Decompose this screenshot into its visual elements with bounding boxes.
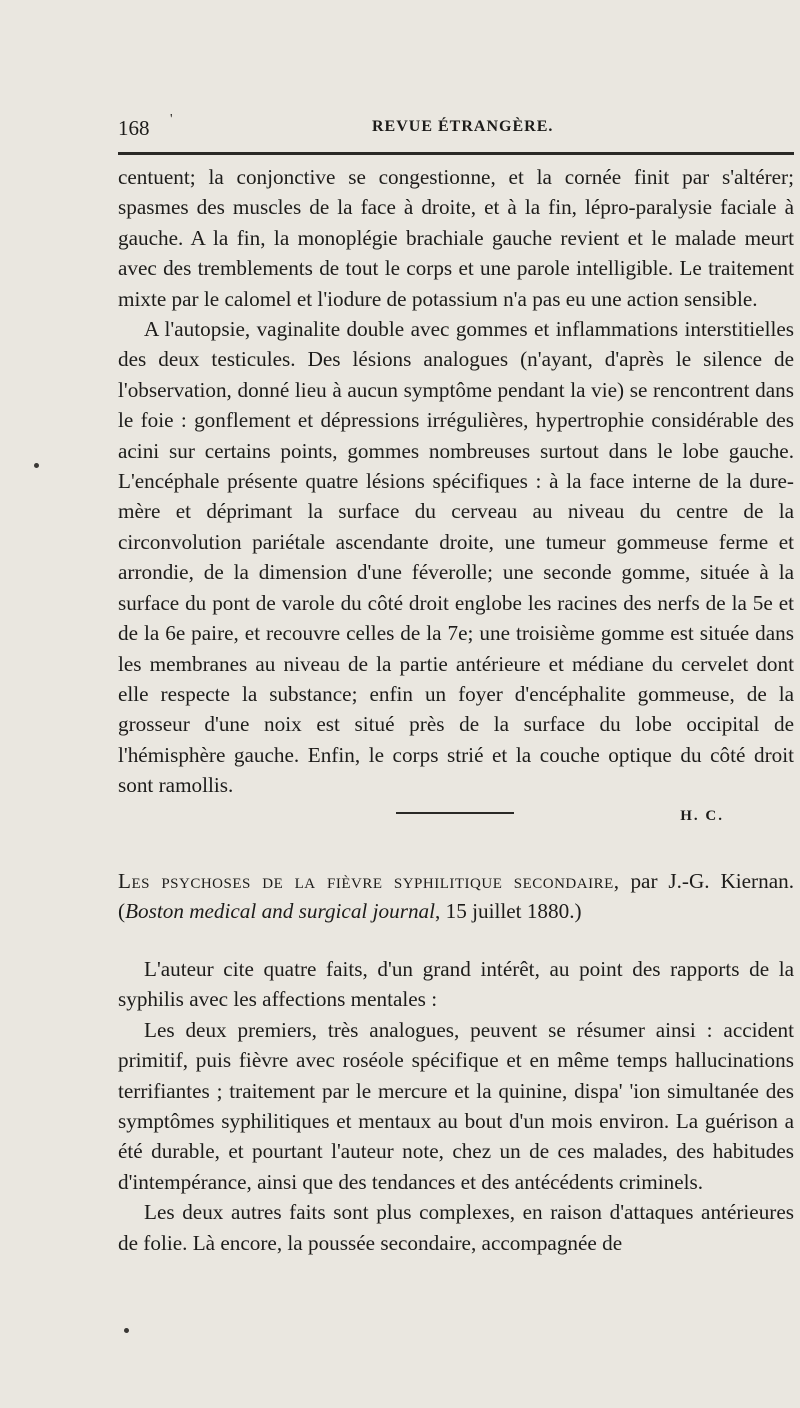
author-signature: H. C. — [680, 807, 724, 824]
section-separator — [396, 812, 514, 814]
article-title-text: Les psychoses de la fièvre syphilitique secondaire, — [118, 869, 620, 893]
article-author: par J.-G. Kiernan. ( — [118, 869, 794, 924]
paragraph-intro: L'auteur cite quatre faits, d'un grand intérêt, au point des rapports de la syphilis avec les affections mentales : — [118, 957, 794, 1012]
margin-speck — [124, 1328, 129, 1333]
page-header — [118, 112, 794, 148]
article-date: , 15 juillet 1880.) — [435, 899, 582, 924]
page-number: 168 — [118, 116, 150, 140]
margin-speck — [34, 463, 39, 468]
journal-name: Boston medical and surgical journal — [125, 899, 436, 924]
paragraph-autopsy: A l'autopsie, vaginalite double avec gommes et inflammations interstitielles des deux testicules. Des lésions analogues (n'ayant, d'après le silence de l'observation, donné lieu à aucun symptôme pendant la vie) se rencontrent dans le foie : gonflement et dépressions irrégulières, hypertrophie considérable des acini sur certains points, gommes nombreuses surtout dans le lobe gauche. L'encéphale présente quatre lésions spécifiques : à la face interne de la dure-mère et déprimant la surface du cerveau au niveau du centre de la circonvolution pariétale ascendante droite, une tumeur gommeuse ferme et arrondie, de la dimension d'une féverolle; une seconde gomme, située à la surface du pont de varole du côté droit englobe les racines des nerfs de la 5e et de la 6e paire, et recouvre celles de la 7e; une troisième gomme est située dans les membranes au niveau de la partie antérieure et médiane du cervelet dont elle respecte la substance; enfin un foyer d'encéphalite gommeuse, de la grosseur d'une noix est situé près de la surface du lobe occipital de l'hémisphère gauche. Enfin, le corps strié et la couche optique du côté droit sont ramollis. — [118, 317, 794, 798]
section-1-text — [118, 162, 794, 831]
article-title — [118, 866, 794, 927]
section-2-text — [118, 954, 794, 1258]
paragraph-first-cases: Les deux premiers, très analogues, peuvent se résumer ainsi : accident primitif, puis fièvre avec roséole spécifique et en même temps hallucinations terrifiantes ; traitement par le mercure et la quinine, dispa' 'ion simultanée des symptômes syphilitiques et mentaux au bout d'un mois environ. La guérison a été durable, et pourtant l'auteur note, chez un de ces malades, des habitudes d'intempérance, ainsi que des tendances et des antécédents criminels. — [118, 1017, 794, 1194]
running-head: REVUE ÉTRANGÈRE. — [372, 118, 554, 135]
header-rule — [118, 152, 794, 155]
header-mark: ' — [170, 112, 173, 127]
paragraph-continuation: centuent; la conjonctive se congestionne, et la cornée finit par s'altérer; spasmes des muscles de la face à droite, et à la fin, lépro-paralysie faciale à gauche. A la fin, la monoplégie brachiale gauche revient et le malade meurt avec des tremblements de tout le corps et une parole intelligible. Le traitement mixte par le calomel et l'iodure de potassium n'a pas eu une action sensible. — [118, 165, 794, 311]
paragraph-other-cases: Les deux autres faits sont plus complexes, en raison d'attaques antérieures de folie. Là encore, la poussée secondaire, accompagnée de — [118, 1200, 794, 1255]
